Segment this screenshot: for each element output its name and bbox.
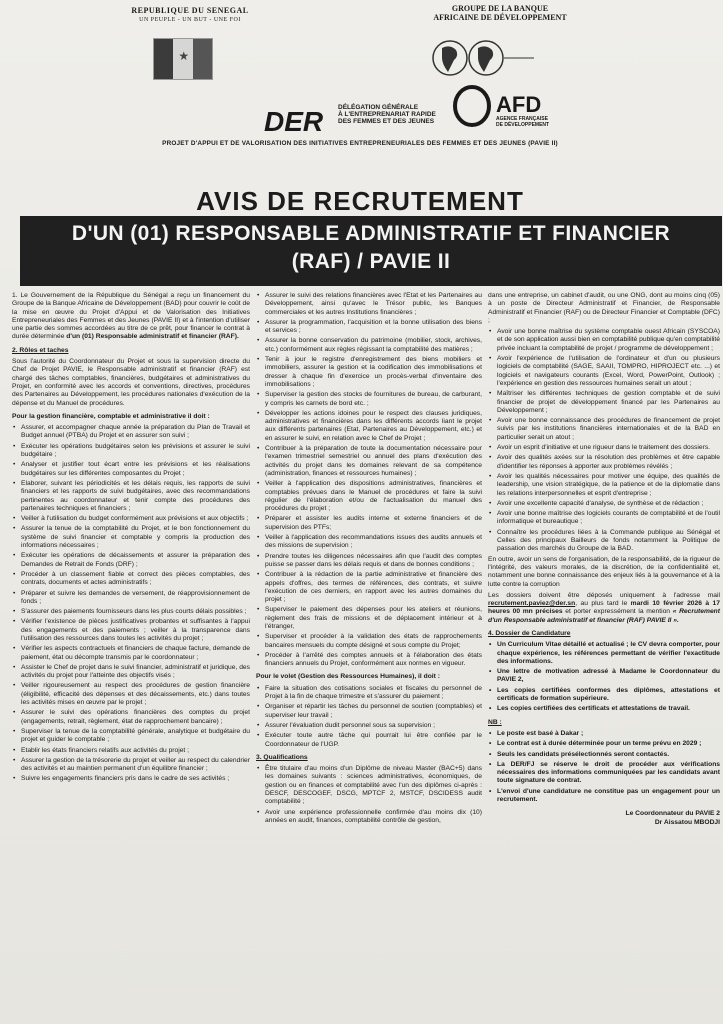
list-item: • Prendre toutes les diligences nécessaires afin que l'audit des comptes puisse se passer dans les délais requis et dans de bonnes conditions ; — [265, 553, 482, 570]
list-item: • La DER/FJ se réserve le droit de procéder aux vérifications nécessaires des informations communiquées par les candidats avant toute signature de contrat. — [497, 761, 720, 786]
list-item: • Maîtriser les différentes techniques de gestion comptable et de suivi financier de projet de développement financé par les Partenaires au Développement ; — [497, 390, 720, 415]
list-item: • Assurer le suivi des relations financières avec l'Etat et les Partenaires au Développement, ainsi qu'avec le Trésor public, les Banques commerciales et les autres Institutions financières ; — [265, 292, 482, 317]
signature-title: Le Coordonnateur du PAVIE 2 — [625, 810, 720, 818]
list-item: • Suivre les engagements financiers pris dans le cadre de ses activités ; — [21, 775, 250, 783]
list-item: • Une lettre de motivation adressé à Madame le Coordonnateur du PAVIE 2, — [497, 668, 720, 685]
list-item: • Superviser la gestion des stocks de fournitures de bureau, de carburant, y compris les carnets de bord etc. ; — [265, 391, 482, 408]
list-item: • Faire la situation des cotisations sociales et fiscales du personnel de Projet à la fin de chaque trimestre et s'assurer du paiement ; — [265, 685, 482, 702]
list-item: • Procéder à un classement fiable et correct des pièces comptables, des contrats, documents et actes administratifs ; — [21, 571, 250, 588]
afdb-title-2: AFRICAINE DE DÉVELOPPEMENT — [433, 13, 567, 22]
der-caption-line-2: À L'ENTREPRENARIAT RAPIDE — [338, 111, 436, 118]
submission-text-1: Les dossiers doivent être déposés uniquement à l'adresse mail — [488, 591, 720, 599]
hr-list — [256, 685, 482, 749]
project-line: PROJET D'APPUI ET DE VALORISATION DES INITIATIVES ENTREPRENEURIALES DES FEMMES ET DES JEUNES (PAVIE II) — [162, 140, 558, 147]
list-item: • Assurer l'évaluation dudit personnel sous sa supervision ; — [265, 722, 482, 730]
list-item: • Avoir une bonne maîtrise des logiciels courants de comptabilité et de l'outil informatique et bureautique ; — [497, 510, 720, 527]
list-item: • Veiller à l'utilisation du budget conformément aux prévisions et aux objectifs ; — [21, 515, 250, 523]
subtitle-line-2: (RAF) / PAVIE II — [291, 250, 451, 273]
submission-mention: « Recrutement d'un Responsable administratif et financier (RAF) PAVIE II ». — [488, 608, 720, 624]
list-item: • Exécuter toute autre tâche qui pourrait lui être confiée par le Coordonnateur de l'UGP. — [265, 732, 482, 749]
list-item: • Connaître les procédures liées à la Commande publique au Sénégal et Celles des principaux Bailleurs de fonds notamment la Politique de passation des marchés du Groupe de la BAD. — [497, 529, 720, 554]
nb-heading: NB : — [488, 718, 502, 726]
list-item: • Le poste est basé à Dakar ; — [497, 730, 720, 738]
list-item: • Veiller à l'application des dispositions administratives, financières et comptables prévues dans le Manuel de procédures et faire la suivi régulier de l'élaboration et/ou de l'actualisation du manuel des procédures du projet ; — [265, 480, 482, 513]
subtitle-line-1: D'UN (01) RESPONSABLE ADMINISTRATIF ET FINANCIER — [71, 222, 671, 245]
list-item: • Assurer, et accompagner chaque année la préparation du Plan de Travail et Budget annuel (PTBA) du Projet et en assurer son suivi ; — [21, 424, 250, 441]
column-3 — [488, 292, 720, 827]
list-item: • Avoir une bonne connaissance des procédures de financement de projet suivis par les institutions financières internationales et de la BAD en particulier serait un atout ; — [497, 417, 720, 442]
list-item: • Analyser et justifier tout écart entre les prévisions et les réalisations budgétaires sur les différentes composantes du Projet ; — [21, 461, 250, 478]
finance-list — [12, 424, 250, 784]
list-item: • Être titulaire d'au moins d'un Diplôme de niveau Master (BAC+5) dans les domaines suivants : sciences administratives, économiques, de gestion ou en finances et comptabilité avec l'un des diplômes ci-après : DESCF, DESCOGEF, DSCG, MPTCF 2, MSTCF, DSCIDESS audit comptabilité ; — [265, 765, 482, 806]
list-item: • S'assurer des paiements fournisseurs dans les plus courts délais possibles ; — [21, 608, 250, 616]
intro-number: 1. — [12, 292, 21, 299]
qualifications-list-continued — [488, 328, 720, 553]
outro-paragraph: En outre, avoir un sens de l'organisation, de la responsabilité, de la rigueur de l'intégrité, des valeurs morales, de la discrétion, de la confidentialité et, notamment une bonne connaissance des enjeux liés à la gouvernance et à la lutte contre la corruption — [488, 555, 720, 588]
list-item: • Assurer le suivi des opérations financières des comptes du projet (engagements, retrait, règlement, état de rapprochement bancaire) ; — [21, 709, 250, 726]
der-caption-line-3: DES FEMMES ET DES JEUNES — [338, 118, 435, 125]
list-item: • Les copies certifiées des certificats et attestations de travail. — [497, 705, 720, 713]
qualifications-continued: dans une entreprise, un cabinet d'audit, ou une ONG, dont au moins cinq (05) à un poste de Directeur Administratif et Financier, de Responsable Administratif et Financier (RAF) ou de Directeur Financier et Comptable (DFC) ; — [488, 292, 720, 324]
list-item: • Développer les actions idoines pour le respect des clauses juridiques, administratives et financières dans les différents accords liant le projet aux différents partenaires (Etat, Partenaires au Développement, etc.) et en assurer le suivi, en relation avec le Chef de Projet ; — [265, 410, 482, 443]
afd-caption-1: AGENCE FRANÇAISE — [496, 116, 548, 122]
list-item: • Superviser et procéder à la validation des états de rapprochements bancaires mensuels du compte désigné et sous compte du Projet; — [265, 633, 482, 650]
list-item: • Avoir une bonne maîtrise du système comptable ouest Africain (SYSCOA) et de son application aussi bien en comptabilité publique qu'en comptabilité privée incluant la comptabilité de projet / programme de développement ; — [497, 328, 720, 353]
subtitle-band — [20, 216, 722, 286]
list-item: • Elaborer, suivant les périodicités et les délais requis, les rapports de suivi financiers et les rapports de suivi budgétaires, avec des recommandations pertinentes au coordonnateur et tenir compte des procédures des partenaires techniques et financiers ; — [21, 480, 250, 513]
column-2 — [256, 292, 482, 827]
page-title: AVIS DE RECRUTEMENT — [196, 186, 524, 216]
list-item: • Procéder à l'arrêté des comptes annuels et à l'élaboration des états financiers annuels du Projet, conformément aux normes en vigueur. — [265, 652, 482, 669]
list-item: • Assurer la gestion de la trésorerie du projet et veiller au respect du calendrier des activités et au maintien permanent d'un équilibre financier ; — [21, 757, 250, 774]
list-item: • Vérifier les aspects contractuels et financiers de chaque facture, demande de paiement, état ou décompte transmis par le coordonnateur ; — [21, 645, 250, 662]
list-item: • Avoir une excellente capacité d'analyse, de synthèse et de rédaction ; — [497, 500, 720, 508]
der-logo-text: DER — [264, 106, 324, 137]
afd-caption-2: DE DÉVELOPPEMENT — [496, 122, 550, 128]
finance-heading: Pour la gestion financière, comptable et administrative il doit : — [12, 412, 210, 420]
dossier-heading: 4. Dossier de Candidature — [488, 629, 571, 637]
afd-logo-text: AFD — [496, 92, 542, 117]
list-item: • Assurer la programmation, l'acquisition et la bonne utilisation des biens et services ; — [265, 319, 482, 336]
intro-bold: d'un (01) Responsable administratif et financier (RAF). — [66, 333, 239, 341]
afd-logo-icon — [452, 84, 572, 129]
list-item: • Superviser le paiement des dépenses pour les ateliers et réunions, règlement des frais de missions et de déplacement intérieur et à l'étranger, — [265, 606, 482, 631]
list-item: • Veiller à l'application des recommandations issues des audits annuels et des missions de supervision ; — [265, 534, 482, 551]
der-caption-line-1: DÉLÉGATION GÉNÉRALE — [338, 104, 419, 111]
roles-heading: 2. Rôles et taches — [12, 346, 69, 354]
submission-email: recrutement.paviez@der.sn — [488, 600, 576, 608]
list-item: • Avoir un esprit d'initiative et une rigueur dans le traitement des dossiers. — [497, 444, 720, 452]
qualifications-list — [256, 765, 482, 825]
list-item: • Avoir une expérience professionnelle confirmée d'au moins dix (10) années en audit, finances, comptabilité contrôle de gestion, — [265, 809, 482, 826]
list-item: • Contribuer à la rédaction de la partie administrative et financière des appels d'offres, des termes de références, des contrats, et suivre l'exécution de ces derniers, en rapport avec les autres domaines du projet ; — [265, 571, 482, 604]
afdb-logo-icon — [428, 38, 538, 78]
afdb-header — [400, 4, 600, 22]
list-item: • Veiller rigoureusement au respect des procédures de gestion financière (éligibilité, efficacité des dépenses et des décaissements, etc.) dans toutes les activités mises en œuvre par le projet ; — [21, 682, 250, 707]
hr-heading: Pour le volet (Gestion des Ressources Humaines), il doit : — [256, 673, 440, 681]
list-item: • Le contrat est à durée déterminée pour un terme prévu en 2029 ; — [497, 740, 720, 748]
submission-text-2: , au plus tard le — [575, 600, 631, 608]
signature-block — [488, 810, 720, 827]
list-item: • L'envoi d'une candidature ne constitue pas un engagement pour un recrutement. — [497, 788, 720, 805]
dossier-list — [488, 641, 720, 713]
list-item: • Assurer la bonne conservation du patrimoine (mobilier, stock, archives, etc.) conformément aux règles régissant la comptabilité des matières ; — [265, 337, 482, 354]
list-item: • Superviser la tenue de la comptabilité générale, analytique et budgétaire du projet et guider le comptable ; — [21, 728, 250, 745]
list-item: • Assurer la tenue de la comptabilité du Projet, et le bon fonctionnement du système de suivi financier et comptable y compris la production des informations nécessaires ; — [21, 525, 250, 550]
list-item: • Vérifier l'existence de pièces justificatives probantes et suffisantes à l'appui des engagements et des paiements ; veiller à la transparence dans l'utilisation des ressources dans toutes les activités du projet ; — [21, 618, 250, 643]
der-caption — [338, 104, 458, 125]
intro-paragraph — [12, 292, 250, 342]
senegal-header — [110, 6, 270, 23]
list-item: • Préparer et suivre les demandes de versement, de réapprovisionnement de fonds ; — [21, 590, 250, 607]
column-1 — [12, 292, 250, 786]
senegal-motto: UN PEUPLE - UN BUT - UNE FOI — [139, 17, 241, 23]
list-item: • Un Curriculum Vitae détaillé et actualisé ; le CV devra comporter, pour chaque expérience, les références permettant de vérifier l'exactitude des informations. — [497, 641, 720, 666]
list-item: • Organiser et répartir les tâches du personnel de soutien (comptables) et superviser leur travail ; — [265, 703, 482, 720]
list-item: • Etablir les états financiers relatifs aux activités du projet ; — [21, 747, 250, 755]
senegal-title: REPUBLIQUE DU SENEGAL — [131, 6, 249, 15]
submission-deadline: mardi 10 février 2026 à 17 heures 00 mn précises — [488, 600, 720, 616]
list-item: • Exécuter les opérations budgétaires selon les prévisions et assurer le suivi budgétaire ; — [21, 443, 250, 460]
list-item: • Avoir l'expérience de l'utilisation de l'ordinateur et d'un ou plusieurs logiciels de comptabilité (SAGE, SAAII, TOMPRO, HIPROJECT etc. ...) et logiciels et navigateurs courants (Excel, Word, PowerPoint, Outlook) ; l'expérience en gestion des ressources humaines serait un atout ; — [497, 355, 720, 388]
nb-list — [488, 730, 720, 804]
list-item: • Assister le Chef de projet dans le suivi financier, administratif et juridique, des activités du projet pour l'atteinte des objectifs visés ; — [21, 664, 250, 681]
roles-paragraph: Sous l'autorité du Coordonnateur du Projet et sous la supervision directe du Chef de Projet PAVIE, le Responsable administratif et financier (RAF) est chargé des tâches comptables, financières, budgétaires et administratives du Projet, en conformité avec les accords et conventions, directives, procédures des Partenaires au Développement, les procédures nationales d'exécution de la dépense et du Manuel de procédures. — [12, 358, 250, 407]
intro-text: Le Gouvernement de la République du Sénégal a reçu un financement du Groupe de la Banque Africaine de Développement (BAD) pour couvrir le coût de la mise en œuvre du Projet d'Appui et de Valorisation des Initiatives Entrepreneuriales des Femmes et des Jeunes (PAVIE II) et à l'intention d'utiliser une partie des sommes accordées au titre de ce prêt, pour financer le contrat à durée déterminée — [12, 292, 250, 341]
list-item: • Avoir les qualités nécessaires pour motiver une équipe, des qualités de leadership, une vision stratégique, de la patience et de la diplomatie dans les relations interpersonnelles et esprit d'entreprise ; — [497, 473, 720, 498]
list-item: • Tenir à jour le registre d'enregistrement des biens mobiliers et immobiliers, assurer la gestion et la codification des immobilisations et dresser à chaque fin d'exercice un procès-verbal d'inventaire des immobilisations ; — [265, 356, 482, 389]
list-item: • Avoir des qualités axées sur la résolution des problèmes et être capable d'identifier les réponses à apporter aux problèmes révélés ; — [497, 454, 720, 471]
list-item: • Exécuter les opérations de décaissements et assurer la préparation des Demandes de Retrait de Fonds (DRF) ; — [21, 552, 250, 569]
signature-name: Dr Aissatou MBODJI — [654, 818, 720, 826]
list-item: • Les copies certifiées conformes des diplômes, attestations et certificats de formation supérieure. — [497, 687, 720, 704]
senegal-flag-icon — [153, 38, 213, 80]
afdb-title-1: GROUPE DE LA BANQUE — [451, 4, 549, 13]
list-item: • Contribuer à la préparation de toute la documentation nécessaire pour l'examen trimestriel semestriel ou annuel des plans d'exécution des activités du projet dans les domaines relevant de sa compétence (administration, finances et ressources humaines) ; — [265, 445, 482, 478]
qualifications-heading: 3. Qualifications — [256, 753, 308, 761]
submission-paragraph — [488, 592, 720, 625]
submission-text-3: et porter expressément la mention — [562, 608, 673, 616]
finance-list-continued — [256, 292, 482, 668]
list-item: • Seuls les candidats présélectionnés seront contactés. — [497, 751, 720, 759]
list-item: • Préparer et assister les audits interne et externe financiers et de supervision des PTFs; — [265, 515, 482, 532]
